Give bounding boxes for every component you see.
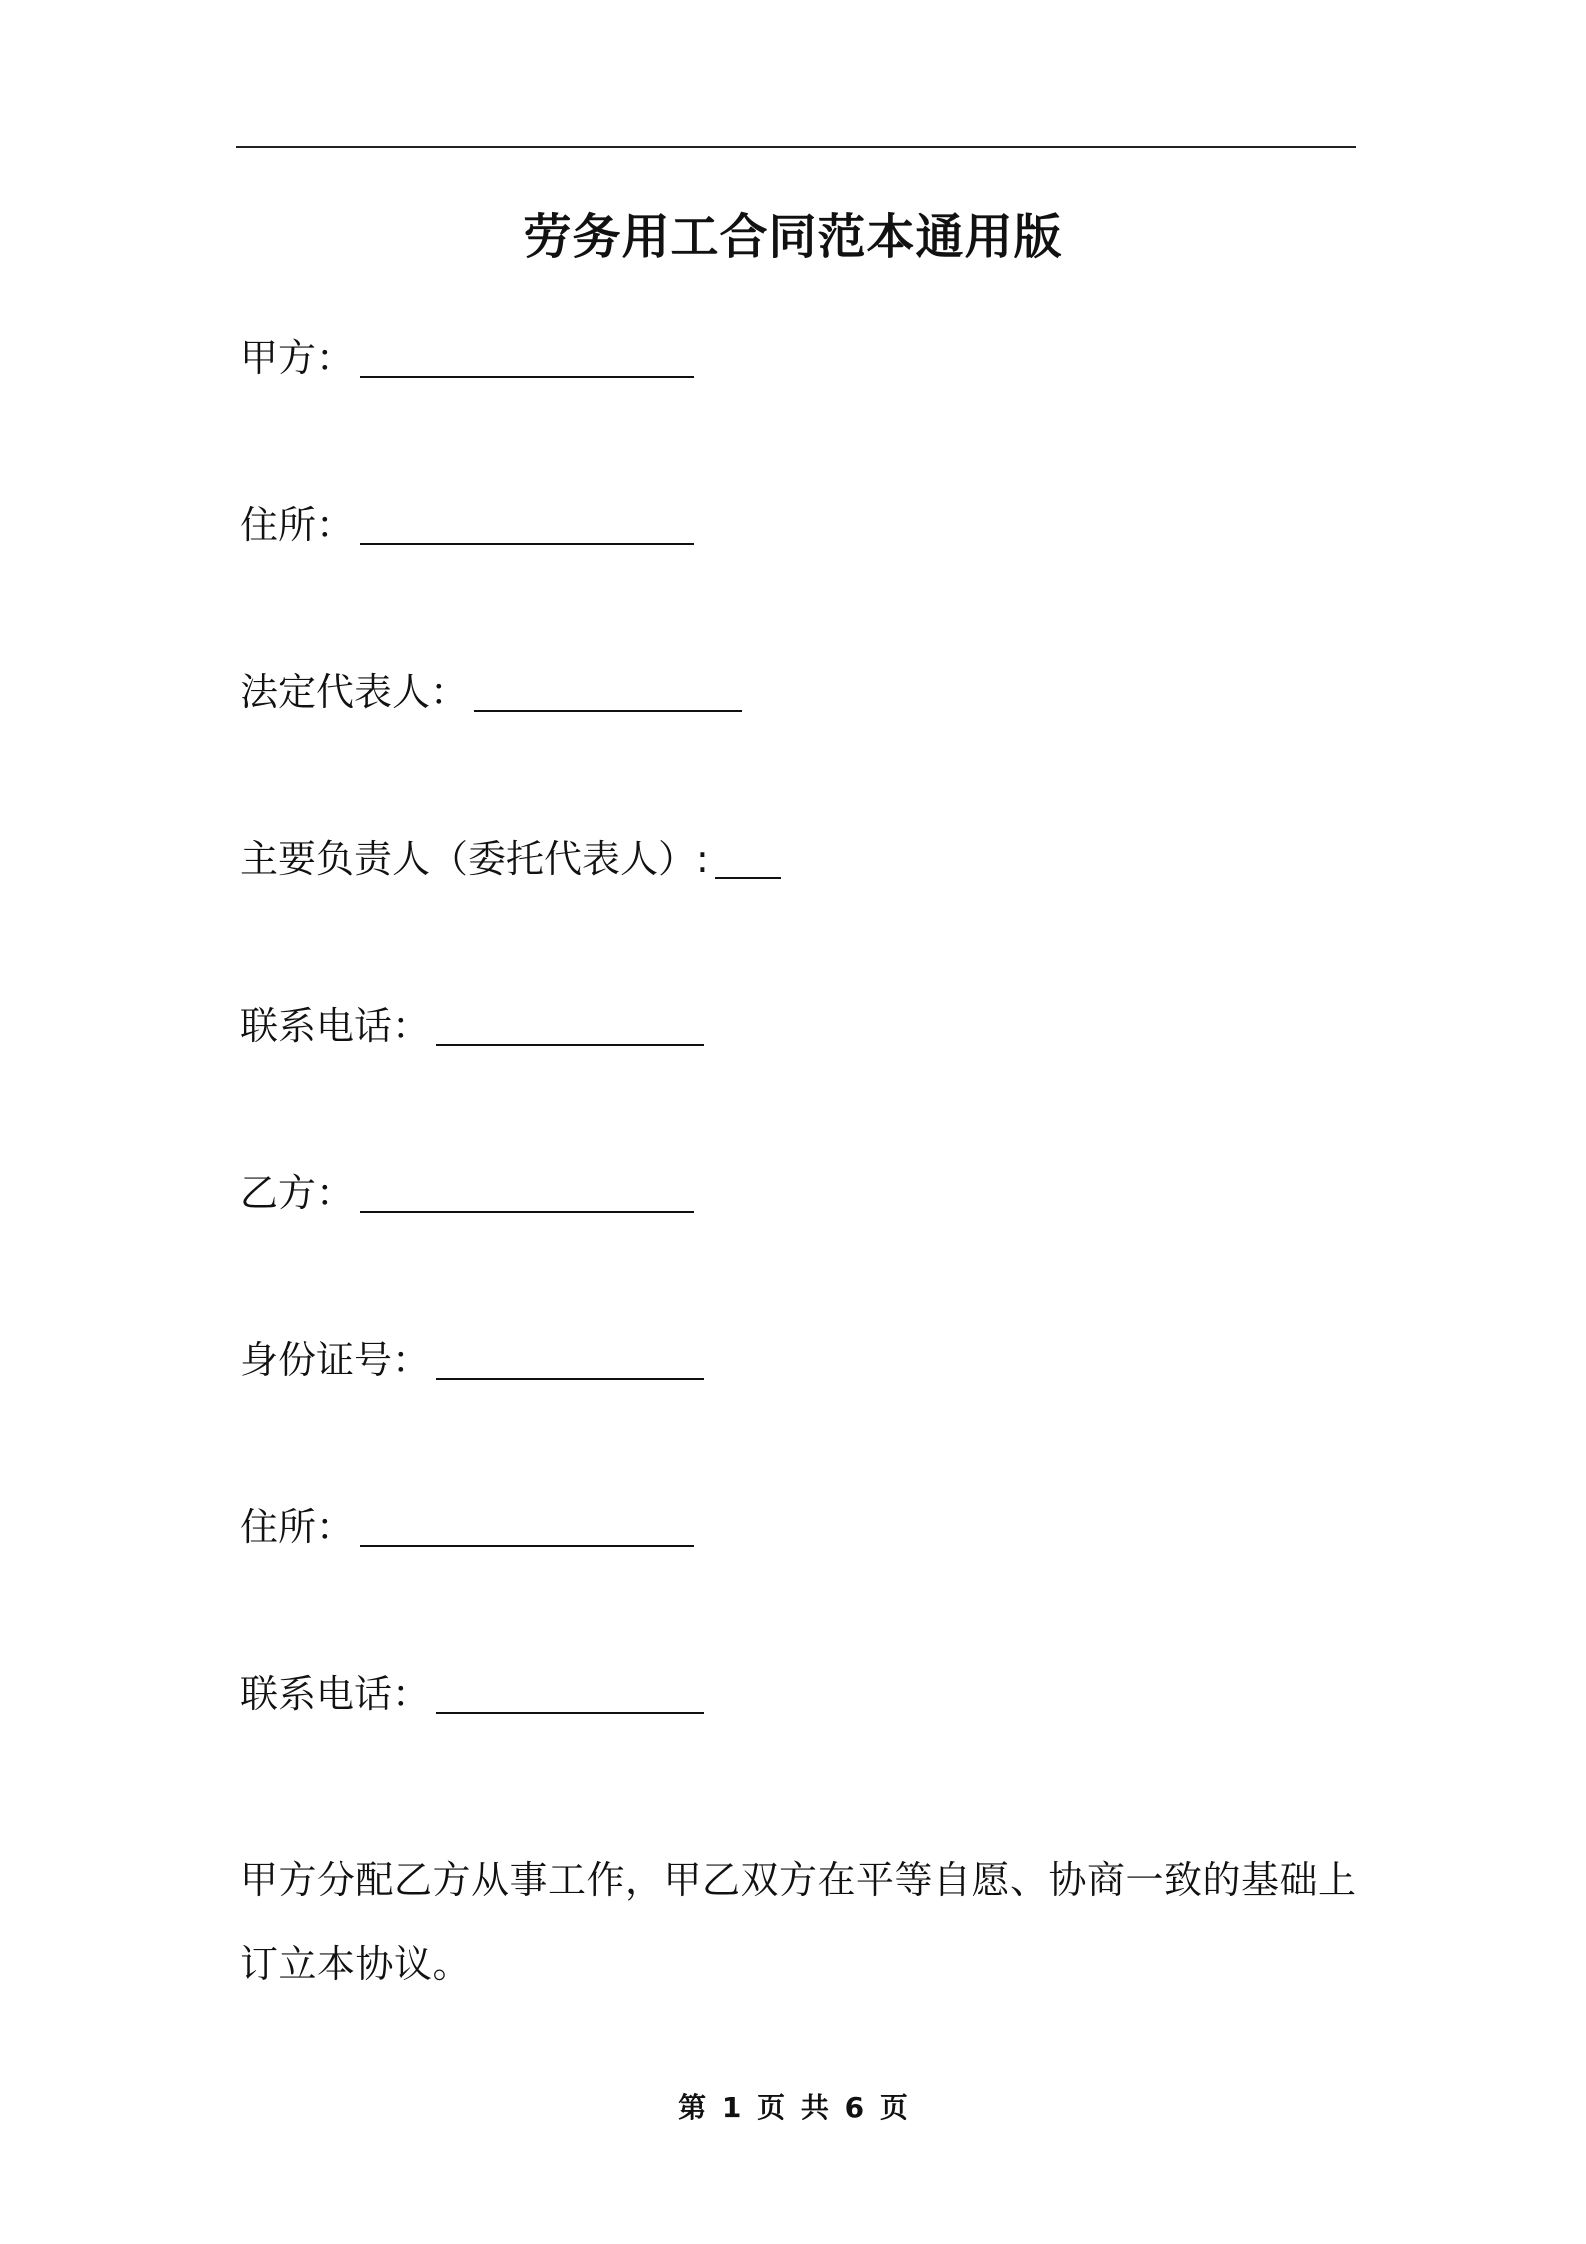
id-number-label: 身份证号： xyxy=(240,1338,431,1382)
party-b-phone-label: 联系电话： xyxy=(240,1672,431,1716)
legal-representative-field xyxy=(240,662,742,722)
header-rule xyxy=(236,146,1356,148)
document-title: 劳务用工合同范本通用版 xyxy=(523,209,1063,265)
party-b-address-blank[interactable] xyxy=(360,1501,694,1547)
agreement-paragraph: 甲方分配乙方从事工作，甲乙双方在平等自愿、协商一致的基础上订立本协议。 xyxy=(240,1858,1357,1986)
principal-blank[interactable] xyxy=(715,833,781,879)
party-b-address-label: 住所： xyxy=(240,1505,355,1549)
party-a-phone-field xyxy=(240,996,704,1056)
legal-representative-label: 法定代表人： xyxy=(240,670,469,714)
party-b-phone-blank[interactable] xyxy=(436,1668,704,1714)
principal-label: 主要负责人（委托代表人）: xyxy=(240,837,709,881)
party-a-field xyxy=(240,328,694,388)
id-number-field xyxy=(240,1330,704,1390)
party-b-blank[interactable] xyxy=(360,1167,694,1213)
party-a-address-label: 住所： xyxy=(240,503,355,547)
party-a-phone-label: 联系电话： xyxy=(240,1004,431,1048)
id-number-blank[interactable] xyxy=(436,1334,704,1380)
party-b-address-field xyxy=(240,1497,694,1557)
party-b-phone-field xyxy=(240,1664,704,1724)
party-b-label: 乙方： xyxy=(240,1171,355,1215)
party-a-phone-blank[interactable] xyxy=(436,1000,704,1046)
party-b-field xyxy=(240,1163,694,1223)
party-a-address-blank[interactable] xyxy=(360,499,694,545)
page-number: 第 1 页 共 6 页 xyxy=(678,2091,908,2124)
principal-field xyxy=(240,829,781,889)
party-a-address-field xyxy=(240,495,694,555)
party-a-label: 甲方： xyxy=(240,336,355,380)
legal-representative-blank[interactable] xyxy=(474,666,742,712)
party-a-blank[interactable] xyxy=(360,332,694,378)
